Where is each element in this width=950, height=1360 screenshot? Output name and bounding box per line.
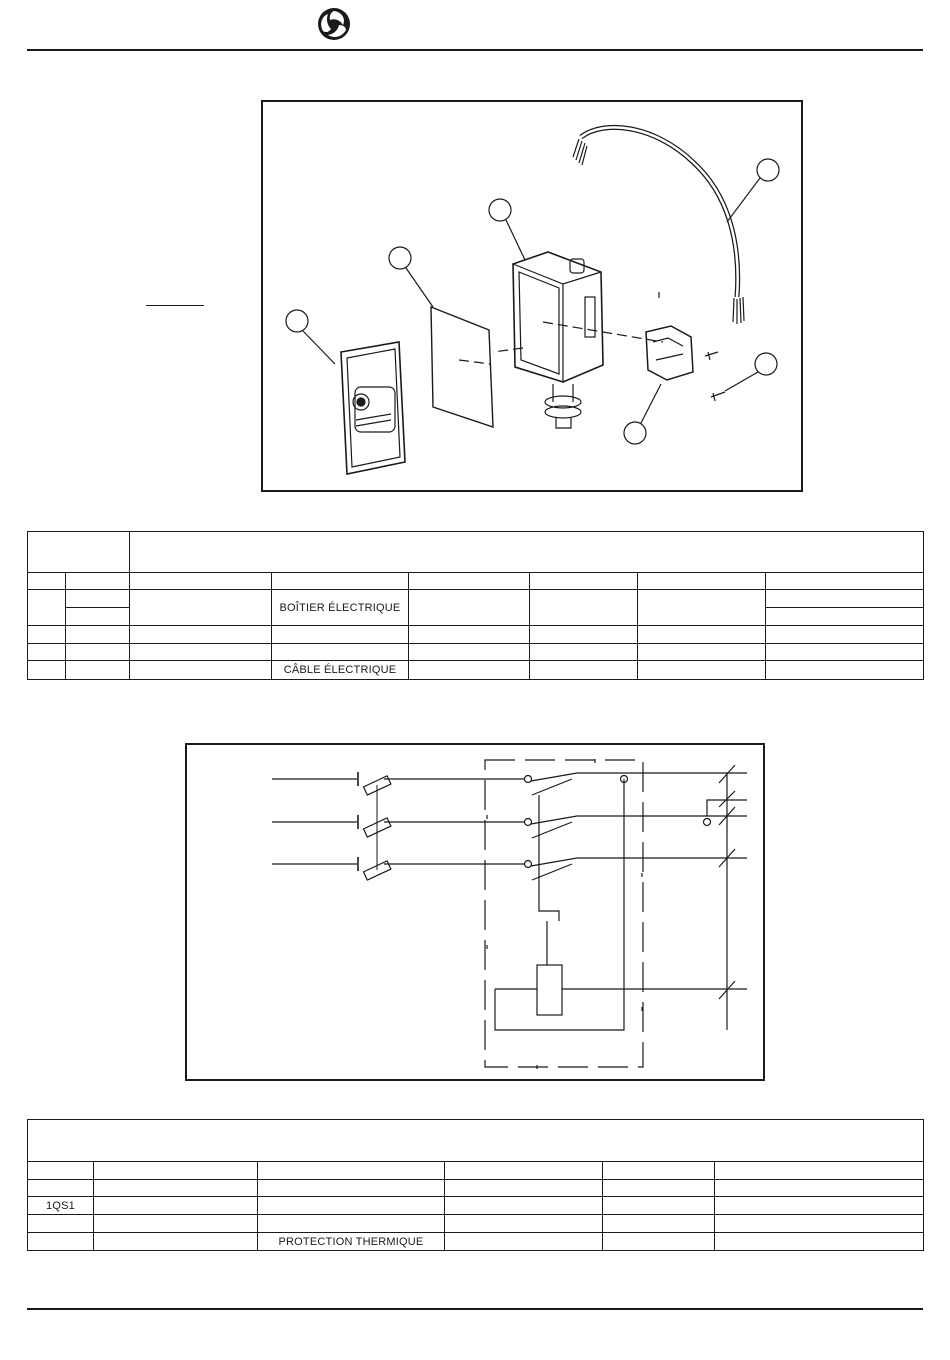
table-cell: [409, 626, 530, 644]
table-row: [28, 1162, 924, 1180]
exploded-view-figure: [261, 100, 803, 492]
table-cell: [530, 573, 638, 590]
table-cell: [258, 1215, 445, 1233]
table-cell: [530, 661, 638, 680]
table-cell: [638, 590, 766, 626]
table-cell: [766, 590, 924, 608]
table-cell: [28, 1215, 94, 1233]
table-cell: [638, 626, 766, 644]
table-cell: [130, 644, 272, 661]
contact-icon: [525, 773, 748, 880]
table-cell: CÂBLE ÉLECTRIQUE: [272, 661, 409, 680]
table-cell: [766, 573, 924, 590]
cover-icon: [286, 310, 405, 474]
table-cell: [445, 1233, 603, 1251]
table-cell: [28, 661, 66, 680]
table-header-cell: [130, 532, 924, 573]
table-cell: [409, 661, 530, 680]
table-cell: [130, 661, 272, 680]
table-cell: [258, 1197, 445, 1215]
table-cell: [28, 626, 66, 644]
parts-table: [27, 531, 924, 680]
table-header-row: [28, 1120, 924, 1162]
table-cell: [258, 1162, 445, 1180]
wiring-schematic: [185, 743, 765, 1081]
table-header-row: [28, 532, 924, 573]
table-cell: [715, 1215, 924, 1233]
table-cell: PROTECTION THERMIQUE: [258, 1233, 445, 1251]
table-cell: [715, 1233, 924, 1251]
enclosure-icon: [459, 199, 663, 428]
table-cell: [130, 590, 272, 626]
table-row: [28, 644, 924, 661]
components-table: [27, 1119, 924, 1251]
table-cell: [530, 626, 638, 644]
screw-icon: [705, 352, 777, 401]
table-cell: [766, 661, 924, 680]
table-row: [28, 1197, 924, 1215]
table-cell: [28, 590, 66, 626]
table-cell: 1QS1: [28, 1197, 94, 1215]
table-cell: [409, 573, 530, 590]
table-cell: [94, 1197, 258, 1215]
table-cell: [130, 626, 272, 644]
table-cell: [445, 1197, 603, 1215]
table-cell: BOÎTIER ÉLECTRIQUE: [272, 590, 409, 626]
table-cell: [28, 1180, 94, 1197]
table-cell: [66, 608, 130, 626]
table-cell: [603, 1233, 715, 1251]
table-cell: [445, 1180, 603, 1197]
table-cell: [603, 1215, 715, 1233]
table-cell: [272, 644, 409, 661]
table-cell: [445, 1162, 603, 1180]
table-cell: [272, 626, 409, 644]
table-cell: [258, 1180, 445, 1197]
table-cell: [28, 1233, 94, 1251]
table-cell: [766, 626, 924, 644]
table-cell: [94, 1162, 258, 1180]
table-cell: [130, 573, 272, 590]
table-row: [28, 1215, 924, 1233]
table-header-cell: [28, 532, 130, 573]
table-cell: [603, 1197, 715, 1215]
table-cell: [530, 644, 638, 661]
side-underline: [146, 305, 204, 306]
table-row: [28, 573, 924, 590]
footer-rule: [27, 1308, 923, 1310]
table-cell: [94, 1233, 258, 1251]
brand-swirl-logo-icon: [316, 6, 352, 42]
table-cell: [66, 644, 130, 661]
switch-module-icon: [624, 326, 693, 444]
table-cell: [766, 608, 924, 626]
table-cell: [715, 1180, 924, 1197]
table-cell: [28, 573, 66, 590]
table-header-cell: [28, 1120, 924, 1162]
table-cell: [66, 626, 130, 644]
table-row: [28, 1180, 924, 1197]
table-row: [28, 626, 924, 644]
table-cell: [94, 1180, 258, 1197]
table-cell: [409, 644, 530, 661]
table-row: [28, 661, 924, 680]
table-cell: [272, 573, 409, 590]
table-row: [28, 590, 924, 608]
table-cell: [766, 644, 924, 661]
table-cell: [603, 1180, 715, 1197]
table-cell: [66, 661, 130, 680]
table-cell: [94, 1215, 258, 1233]
gasket-icon: [389, 247, 493, 427]
table-cell: [28, 644, 66, 661]
table-cell: [638, 573, 766, 590]
table-cell: [638, 661, 766, 680]
coil-icon: [537, 965, 562, 1015]
table-cell: [66, 590, 130, 608]
table-cell: [66, 573, 130, 590]
table-cell: [445, 1215, 603, 1233]
cable-icon: [573, 127, 779, 324]
table-cell: [28, 1162, 94, 1180]
table-cell: [638, 644, 766, 661]
table-cell: [715, 1162, 924, 1180]
header-rule: [27, 49, 923, 51]
table-cell: [530, 590, 638, 626]
table-cell: [603, 1162, 715, 1180]
table-row: [28, 1233, 924, 1251]
table-cell: [715, 1197, 924, 1215]
table-cell: [409, 590, 530, 626]
